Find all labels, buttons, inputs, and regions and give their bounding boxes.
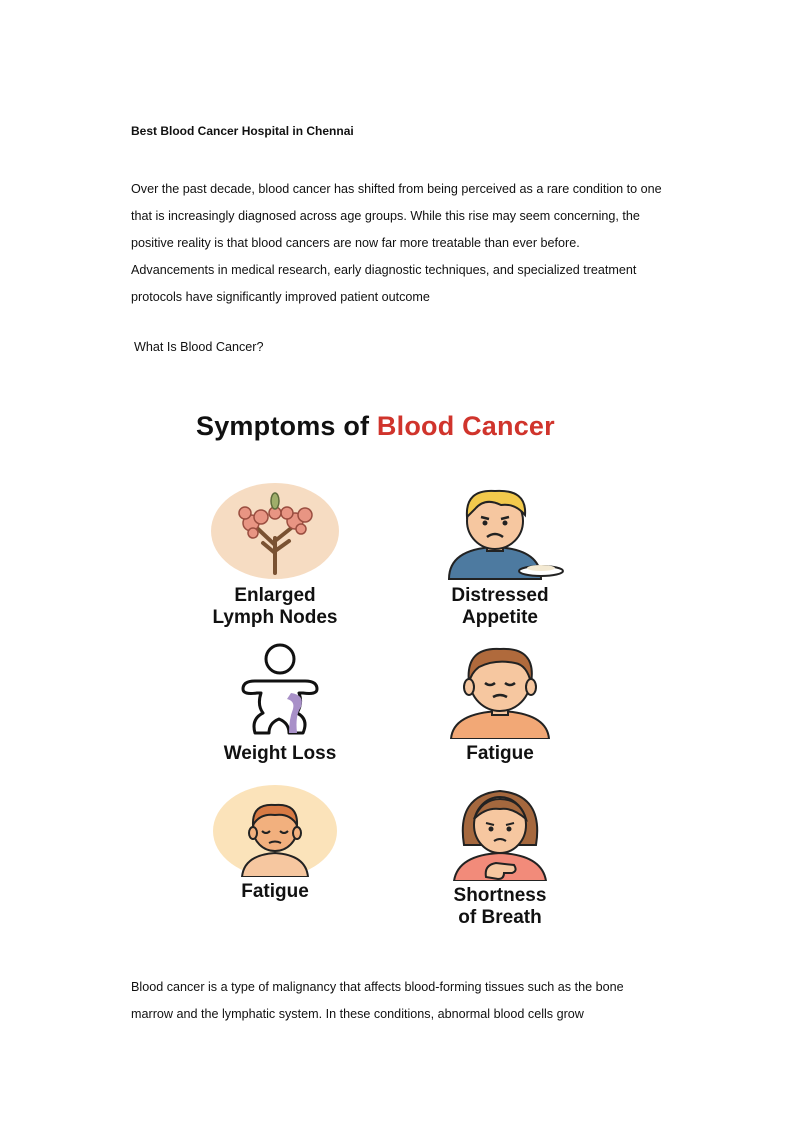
- outro-paragraph: [131, 974, 711, 1028]
- symptom-label: of Breath: [458, 907, 542, 928]
- symptom-label: Weight Loss: [223, 743, 337, 764]
- symptom-fatigue: [400, 643, 600, 765]
- tired-face-icon: [445, 643, 555, 739]
- symptoms-infographic: [190, 405, 630, 935]
- symptom-label: Distressed: [451, 585, 549, 606]
- title-part-black: Symptoms of: [196, 411, 377, 441]
- symptom-label: Enlarged: [234, 585, 316, 606]
- symptom-distressed-appetite: [400, 483, 600, 629]
- symptom-enlarged-lymph-nodes: [175, 483, 375, 629]
- symptom-label: Fatigue: [241, 881, 309, 902]
- woman-breath-icon: [448, 785, 552, 881]
- symptom-shortness-of-breath: [400, 785, 600, 929]
- section-question: What Is Blood Cancer?: [134, 340, 264, 354]
- symptom-label: Fatigue: [466, 743, 534, 764]
- intro-line: Advancements in medical research, early diagnostic techniques, and specialized treatment: [131, 263, 637, 277]
- symptom-label: Appetite: [462, 607, 538, 628]
- symptom-weight-loss: [180, 643, 380, 765]
- lymph-node-tree-icon: [209, 483, 341, 581]
- outro-line: marrow and the lymphatic system. In these conditions, abnormal blood cells grow: [131, 1007, 584, 1021]
- document-heading: Best Blood Cancer Hospital in Chennai: [131, 124, 354, 138]
- symptom-label: Lymph Nodes: [212, 607, 338, 628]
- symptom-label: Shortness: [453, 885, 547, 906]
- tired-child-icon: [212, 785, 338, 877]
- intro-paragraph: [131, 176, 711, 311]
- outro-line: Blood cancer is a type of malignancy that affects blood-forming tissues such as the bone: [131, 980, 624, 994]
- symptom-fatigue-child: [175, 785, 375, 903]
- infographic-title: [190, 411, 636, 442]
- title-part-red: Blood Cancer: [376, 411, 555, 441]
- sad-boy-plate-icon: [435, 483, 565, 581]
- intro-line: protocols have significantly improved patient outcome: [131, 290, 430, 304]
- intro-line: that is increasingly diagnosed across age groups. While this rise may seem concerning, the: [131, 209, 640, 223]
- intro-line: positive reality is that blood cancers are now far more treatable than ever before.: [131, 236, 580, 250]
- intro-line: Over the past decade, blood cancer has shifted from being perceived as a rare condition to one: [131, 182, 662, 196]
- body-outline-icon: [235, 643, 325, 739]
